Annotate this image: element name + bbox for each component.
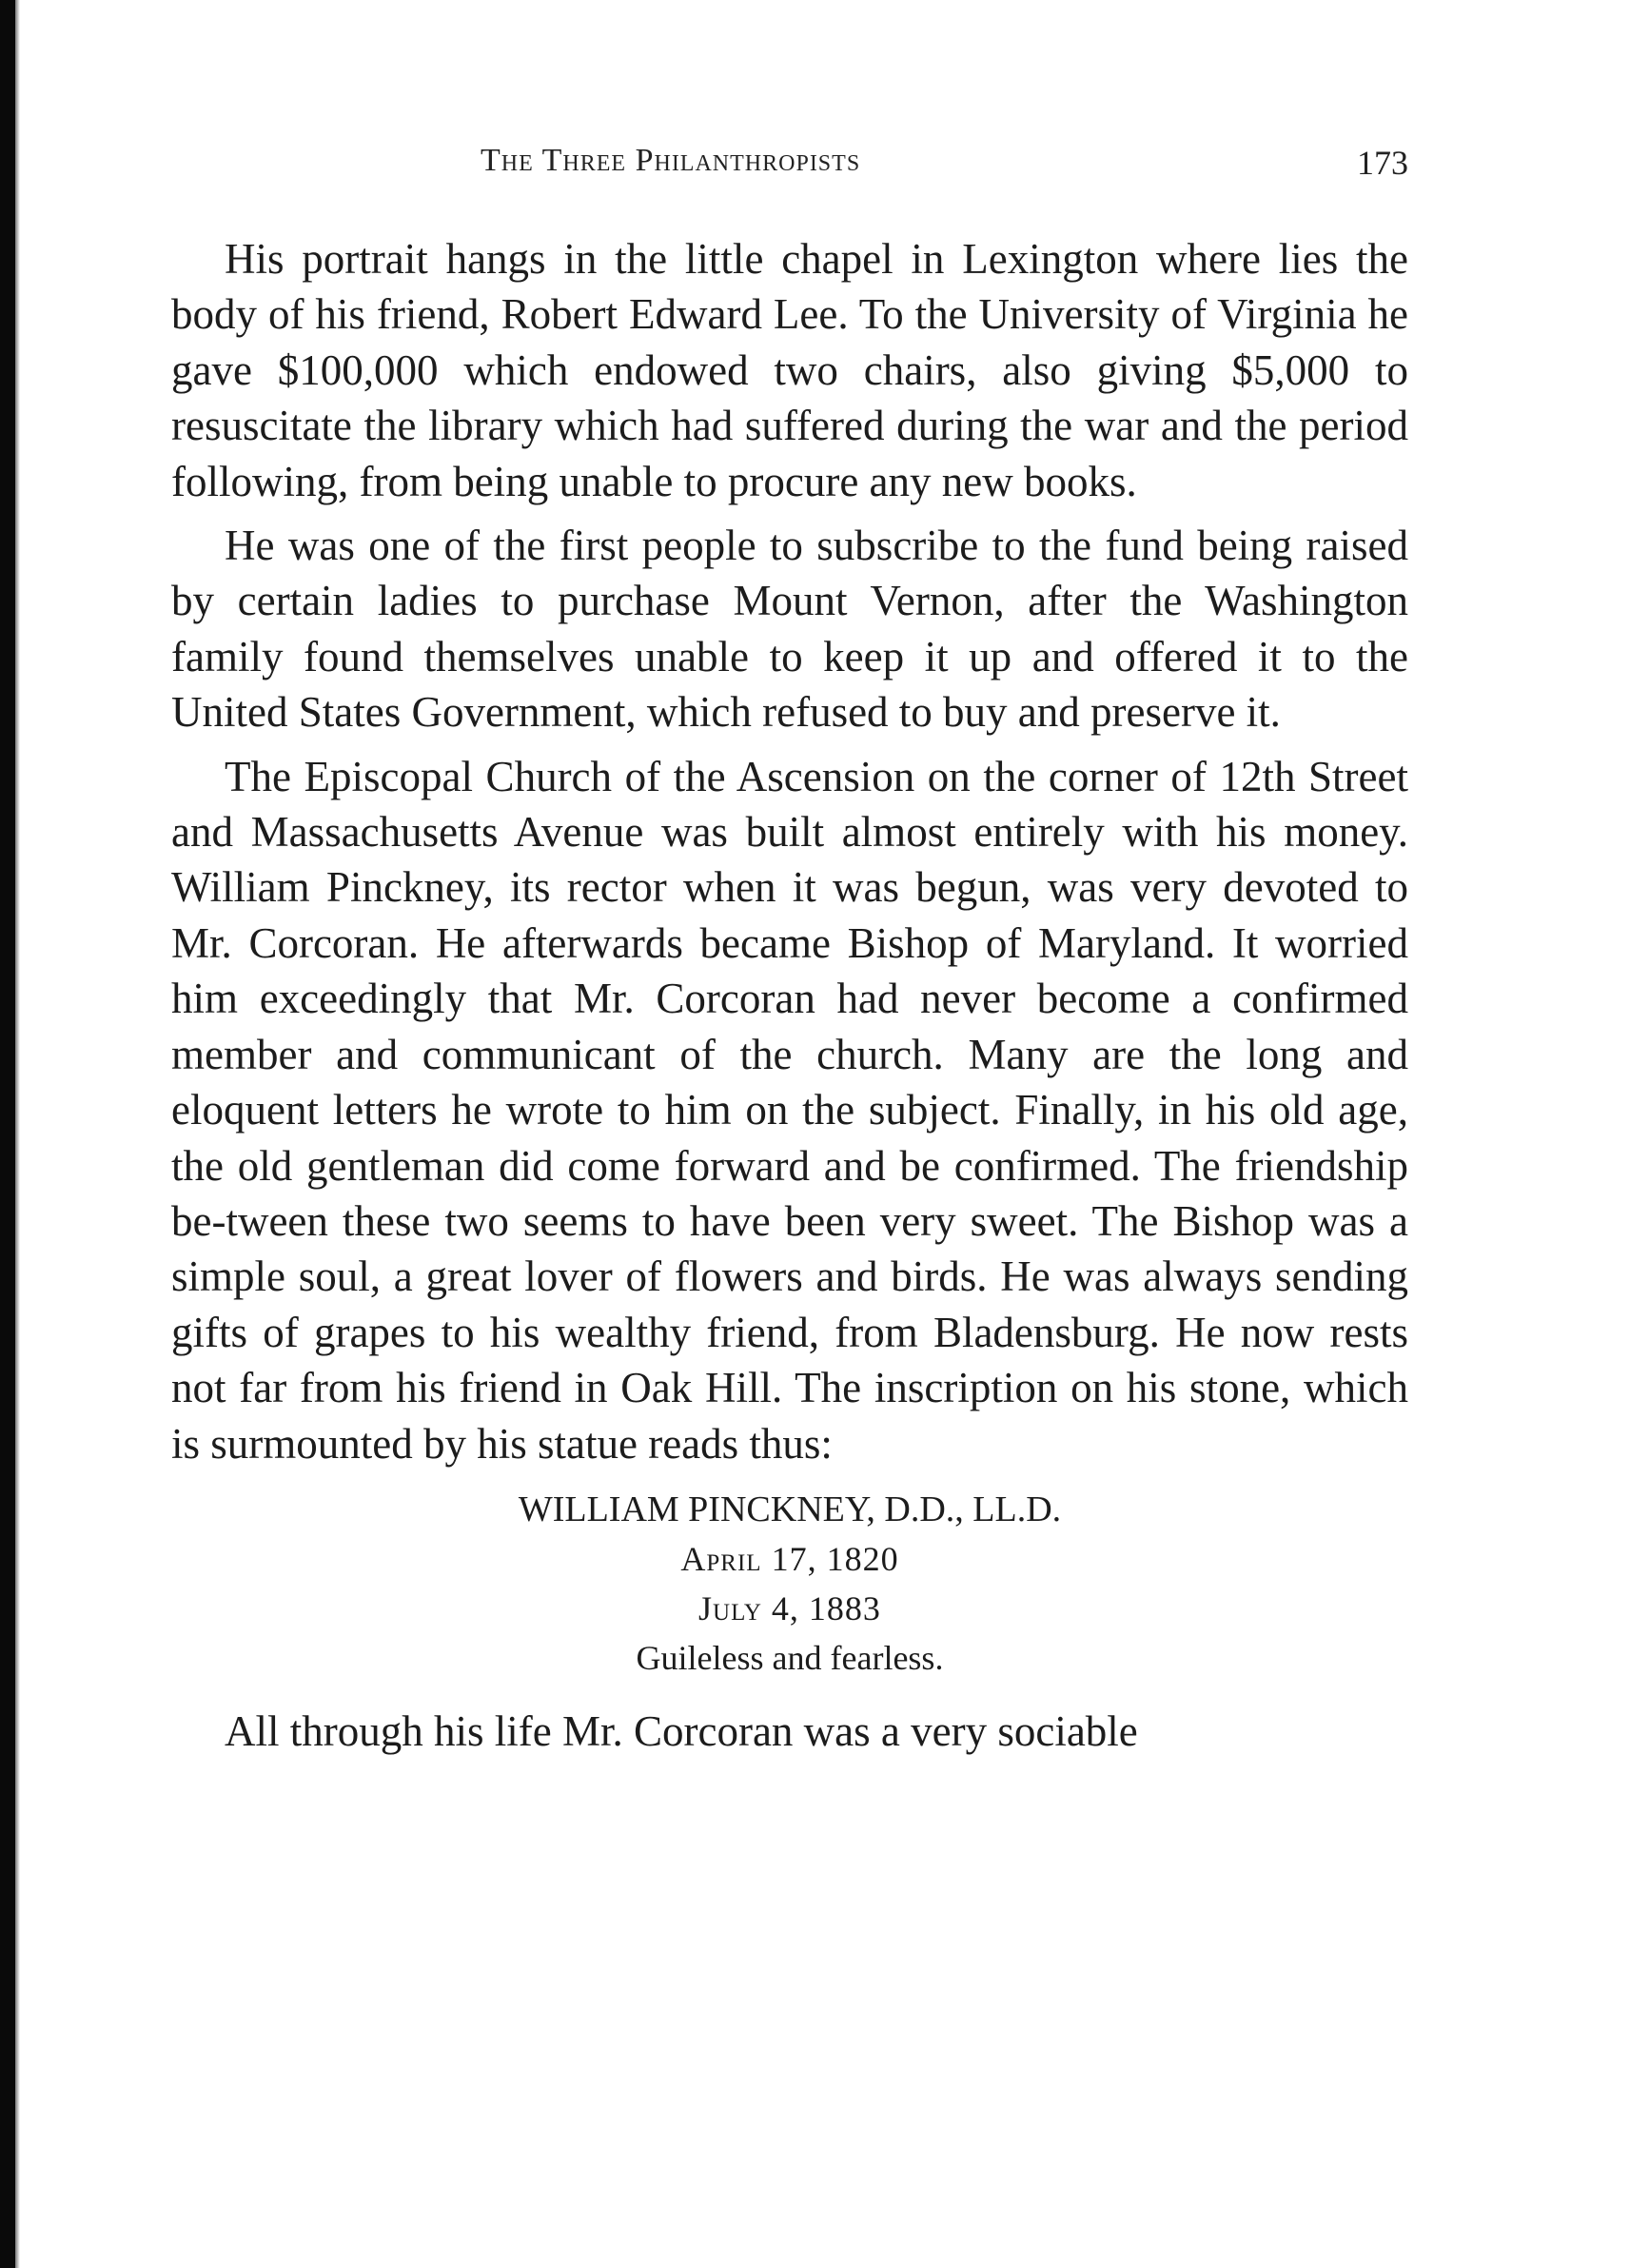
running-header bbox=[171, 143, 1408, 200]
paragraph-mount-vernon: He was one of the first people to subscribe to the fund being raised by certain ladies to purchase Mount Vernon, after the Washington family found themselves unable to keep it up and offered it to the United States Government, which refused to buy and preserve it. bbox=[171, 522, 1408, 737]
inscription-motto: Guileless and fearless. bbox=[636, 1638, 944, 1677]
inscription-death-date: July 4, 1883 bbox=[698, 1588, 881, 1627]
inscription-birth-date: April 17, 1820 bbox=[680, 1539, 899, 1578]
paragraph-closing: All through his life Mr. Corcoran was a very sociable bbox=[225, 1706, 1138, 1755]
paragraph-church-ascension: The Episcopal Church of the Ascension on the corner of 12th Street and Massachusetts Avenue was built almost entirely with his money. William Pinckney, its rector when it was begun, was very devoted to Mr. Corcoran. He afterwards became Bishop of Maryland. It worried him exceedingly that Mr. Corcoran had never become a confirmed member and communicant of the church. Many are the long and eloquent letters he wrote to him on the subject. Finally, in his old age, the old gentleman did come forward and be confirmed. The friendship be-tween these two seems to have been very sweet. The Bishop was a simple soul, a great lover of flowers and birds. He was always sending gifts of grapes to his wealthy friend, from Bladensburg. He now rests not far from his friend in Oak Hill. The inscription on his stone, which is surmounted by his statue reads thus: bbox=[171, 752, 1408, 1468]
inscription-block bbox=[171, 1485, 1408, 1683]
page-number: 173 bbox=[1357, 144, 1408, 182]
running-title: The Three Philanthropists bbox=[481, 143, 861, 178]
inscription-name: WILLIAM PINCKNEY, D.D., LL.D. bbox=[518, 1489, 1062, 1529]
paragraph-portrait: His portrait hangs in the little chapel in Lexington where lies the body of his friend, Robert Edward Lee. To the University of Virginia he gave $100,000 which endowed two chairs, also giving $5,000 to resuscitate the library which had suffered during the war and the period following, from being unable to procure any new books. bbox=[171, 235, 1408, 505]
body-text bbox=[171, 231, 1408, 1759]
scan-binding-edge bbox=[0, 0, 15, 2268]
